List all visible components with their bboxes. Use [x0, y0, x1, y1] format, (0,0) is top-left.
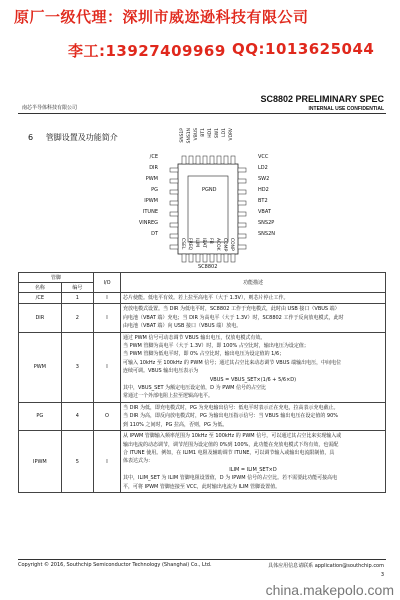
pin-label-bottom: FREQ: [187, 238, 192, 251]
pin-stub: [189, 156, 193, 164]
header-name: 名称: [19, 283, 62, 293]
pin-label-bottom: ILIM: [194, 238, 199, 248]
description-line: 输出电流的动态调节，调节范围为设定值的 0%到 100%，此功能在充放电模式下均有效，也需配: [123, 441, 339, 448]
pin-io: O: [94, 402, 121, 430]
table-row: [19, 332, 386, 402]
pin-description-table: [18, 272, 386, 493]
description-line: 当 PWM 管脚为低电平时，即 0% 占空比时，输出电压为设定值的 1/6；: [123, 351, 285, 358]
description-line: 当 DIR 为低，即充电模式时，PG 为充电输出信号：低电平时表示正在充电，拉高表示充电截止。: [123, 404, 339, 411]
pin-io: I: [94, 293, 121, 304]
table-row: [19, 431, 386, 493]
pin-number: 2: [61, 304, 93, 332]
pin-name: IPWM: [19, 431, 62, 493]
pin-label-top: SNS1N: [187, 128, 192, 144]
pin-label-top: SNS1P: [180, 128, 185, 143]
pin-stub: [210, 156, 214, 164]
pin-label-right: SNS2N: [258, 231, 276, 237]
pin-io: I: [94, 431, 121, 493]
pin-stub: [182, 254, 186, 262]
header-divider: [18, 113, 386, 114]
pin-name: DIR: [19, 304, 62, 332]
pin-label-right: VCC: [258, 154, 269, 160]
thermal-pad: [188, 176, 228, 242]
header-desc: 功能描述: [121, 273, 386, 293]
pin-label-right: VBAT: [258, 209, 271, 215]
pin-stub: [170, 179, 178, 183]
pin-stub: [238, 201, 246, 205]
description-line: 充放电模式设置。当 DIR 为低电平时，SC8802 工作于充电模式，此时由 USB 接口（VBUS 端）: [123, 306, 340, 313]
pin-stub: [189, 254, 193, 262]
pin-stub: [238, 168, 246, 172]
pin-stub: [238, 190, 246, 194]
pin-label-top: VBUS: [194, 128, 199, 141]
pin-label-bottom: COMP: [222, 238, 227, 252]
pin-label-left: DT: [151, 231, 158, 237]
site-watermark: china.makepolo.com: [265, 582, 394, 598]
pin-stub: [217, 254, 221, 262]
pin-stub: [238, 223, 246, 227]
pin-label-left: IPWM: [144, 198, 158, 204]
pin-label-left: DIR: [149, 165, 158, 171]
description-line: 由电池（VBAT 端）向 USB 接口（VBUS 端）放电。: [123, 323, 242, 330]
pin-label-top: HD1: [208, 128, 213, 138]
pin-label-left: PG: [151, 187, 158, 193]
pad-label: PGND: [202, 187, 217, 193]
pin-label-top: SW1: [215, 128, 220, 139]
pin-number: 1: [61, 293, 93, 304]
pin-stub: [231, 254, 235, 262]
pin-label-right: SW2: [258, 176, 270, 182]
pin-description: [121, 402, 386, 430]
watermark-phone: 李工:13927409969: [68, 42, 226, 60]
pin-label-left: /CE: [149, 154, 158, 160]
pin-name: PG: [19, 402, 62, 430]
pin-stub: [238, 179, 246, 183]
pin-number: 3: [61, 332, 93, 402]
section-heading: [28, 132, 118, 143]
description-line: 到 110% 之间时，PG 拉高，否则，PG 为低。: [123, 421, 228, 428]
section-title: 管脚设置及功能简介: [45, 133, 118, 142]
description-line: 当 DIR 为高，即反向放电模式时，PG 为输出电压指示信号：当 VBUS 输出电压在设定值的 90%: [123, 413, 339, 420]
footer-divider: [18, 559, 386, 560]
pin-label-bottom: FB: [208, 238, 213, 244]
description-line: VBUS = VBUS_SET×(1/6 + 5/6×D): [209, 376, 297, 383]
pin-label-top: BT1: [201, 128, 206, 137]
chip-package: [160, 146, 256, 272]
pin-label-top: VDRV: [229, 128, 234, 141]
description-line: 当 PWM 管脚为高电平（大于 1.3V）时，即 100% 占空比时，输出电压为设定值；: [123, 343, 309, 350]
pin-stub: [196, 156, 200, 164]
pin-stub: [217, 156, 221, 164]
footer-copyright: Copyright © 2016, Southchip Semiconductor Technology (Shanghai) Co., Ltd.: [18, 562, 212, 568]
pin-label-bottom: CONP: [229, 238, 234, 251]
chip-caption: SC8802: [198, 264, 218, 270]
pin-name: PWM: [19, 332, 62, 402]
description-line: 常通过一个外部电阻上拉至逻辑高电平。: [123, 393, 214, 400]
pin-label-top: LD1: [222, 128, 227, 137]
pin-stub: [170, 212, 178, 216]
pin-stub: [170, 234, 178, 238]
pin-stub: [238, 234, 246, 238]
pin-label-left: ITUNE: [142, 209, 158, 215]
table-row: [19, 293, 386, 304]
pin-description: [121, 304, 386, 332]
pin-stub: [170, 201, 178, 205]
pin-label-right: HD2: [258, 187, 269, 193]
pin-label-left: VINREG: [138, 220, 158, 226]
pin-stub: [238, 245, 246, 249]
pin-label-right: LD2: [258, 165, 268, 171]
pin-stub: [224, 254, 228, 262]
watermark-line1: 原厂一级代理：深圳市威迩逊科技有限公司: [14, 8, 309, 26]
company-name: 南芯半导体科技有限公司: [22, 105, 78, 111]
pin-number: 4: [61, 402, 93, 430]
table-row: [19, 402, 386, 430]
description-line: 其中，VBUS_SET 为额定电压设定值，D 为 PWM 信号的占空比: [123, 385, 267, 392]
footer-contact: 具体应用信息请联系 application@southchip.com: [268, 563, 384, 569]
pin-label-bottom: CSEL: [180, 238, 185, 250]
pin-label-bottom: IBAT: [201, 238, 206, 248]
pin-label-left: PWM: [145, 176, 158, 182]
table-header-row: [19, 273, 386, 283]
doc-title: SC8802 PRELIMINARY SPEC: [260, 94, 384, 104]
section-number: 6: [28, 133, 34, 142]
description-line: 合 ITUNE 使用。例如，在 ILIM1 电阻及辅助调节 ITUNE，可以调节输入或输出电流限制值，具: [123, 449, 335, 456]
page-number: 3: [380, 572, 384, 578]
pin-name: /CE: [19, 293, 62, 304]
pin-label-right: SNS2P: [258, 220, 275, 226]
pin-stub: [203, 156, 207, 164]
pin-description: [121, 332, 386, 402]
pin-stub: [170, 245, 178, 249]
description-line: ILIM = ILIM_SET×D: [229, 466, 277, 473]
pin-label-bottom: ACOK: [215, 238, 220, 251]
pin-io: I: [94, 332, 121, 402]
pin-stub: [203, 254, 207, 262]
description-line: 其中，ILIM_SET 为 ILIM 管脚电阻设置值，D 为 IPWM 信号的占空比。若不需要此功能可接高电: [123, 475, 338, 482]
pin-stub: [210, 254, 214, 262]
pin-stub: [196, 254, 200, 262]
watermark-qq: QQ:1013625044: [232, 40, 375, 58]
pin-description: [121, 293, 386, 304]
pin-description: [121, 431, 386, 493]
doc-subtitle: INTERNAL USE CONFIDENTIAL: [308, 106, 384, 112]
description-line: 平，可将 IPWM 管脚连接至 VCC，此时输出电流为 ILIM 管脚设置值。: [123, 483, 281, 490]
header-pin: 管脚: [19, 273, 94, 283]
description-line: 从 IPWM 管脚输入频率范围为 10kHz 至 100kHz 的 PWM 信号，可以通过其占空比来实现输入或: [123, 433, 342, 440]
description-line: 连续可调。VBUS 输出电压表示为: [123, 368, 199, 375]
pin-stub: [170, 168, 178, 172]
pin-io: I: [94, 304, 121, 332]
description-line: 可输入 10kHz 至 100kHz 的 PWM 信号；通过其占空比来动态调节 VBUS 端输出电压，中间电位: [123, 359, 342, 366]
pin-stub: [238, 212, 246, 216]
table-row: [19, 304, 386, 332]
pin-stub: [224, 156, 228, 164]
pin-stub: [182, 156, 186, 164]
header-io: I/O: [94, 273, 121, 293]
description-line: 芯片使能。低电平有效。若上拉至高电平（大于 1.3V），则芯片停止工作。: [123, 295, 289, 301]
description-line: 通过 PWM 信号可动态调节 VBUS 输出电压，仅放电模式有效。: [123, 334, 266, 341]
pin-label-right: BT2: [258, 198, 268, 204]
pin-number: 5: [61, 431, 93, 493]
pin-stub: [231, 156, 235, 164]
description-line: 向电池（VBAT 端）充电；当 DIR 为高电平（大于 1.3V）时，SC8802 工作于反向放电模式，此时: [123, 314, 344, 321]
header-number: 编号: [61, 283, 93, 293]
description-line: 体表达式为：: [123, 458, 154, 465]
pin-stub: [170, 190, 178, 194]
table-body: [19, 293, 386, 493]
pin-stub: [170, 223, 178, 227]
